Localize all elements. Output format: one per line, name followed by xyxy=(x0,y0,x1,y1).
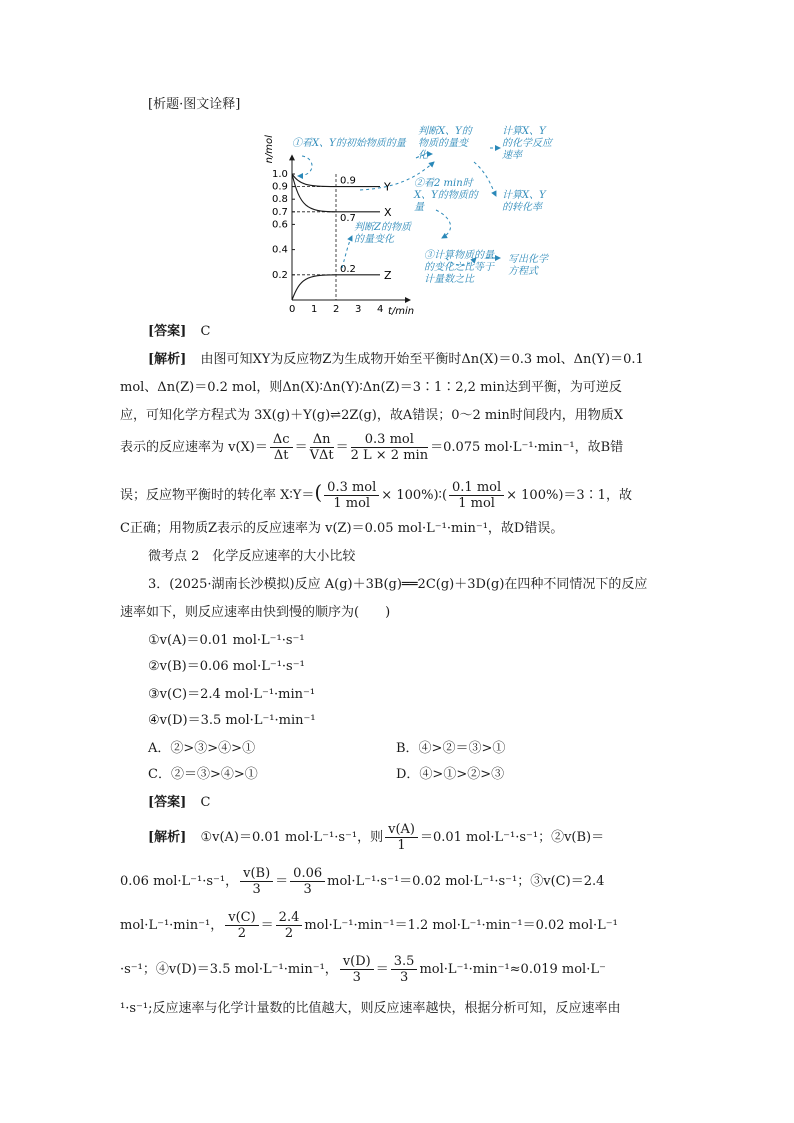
q3-answer xyxy=(148,794,210,812)
flow-arrow xyxy=(298,156,312,176)
answer-value: C xyxy=(200,324,211,339)
flow-arrow xyxy=(436,210,451,238)
q3-option-a: A．②>③>④>① xyxy=(148,741,256,756)
y-tick-label: 0.4 xyxy=(272,244,288,256)
series-label-y: Y xyxy=(384,180,391,194)
section-header: [析题·图文诠释] xyxy=(148,97,241,112)
y-tick-label: 0.6 xyxy=(272,219,288,231)
annotation-conversion: 计算X、Y的转化率 xyxy=(502,190,546,213)
x-tick-label: 1 xyxy=(311,304,318,315)
annotation-2min: ②看2 min时X、Y的物质的量 xyxy=(414,178,478,213)
q3-condition-2: ②v(B)＝0.06 mol·L⁻¹·s⁻¹ xyxy=(148,659,305,674)
y-axis-label: n/mol xyxy=(264,135,275,164)
x-tick-label: 3 xyxy=(355,304,362,315)
q3-option-b: B．④>②＝③>① xyxy=(396,741,506,756)
q3-condition-1: ①v(A)＝0.01 mol·L⁻¹·s⁻¹ xyxy=(148,633,305,648)
y-tick-label: 0.7 xyxy=(272,206,288,218)
y-tick-label: 0.2 xyxy=(272,269,288,281)
x-axis-label: t/min xyxy=(388,306,415,317)
annotation-judge-xy: 判断X、Y的物质的量变化 xyxy=(418,126,472,161)
answer-value: C xyxy=(200,795,211,810)
annotation-equation: 写出化学方程式 xyxy=(508,254,548,277)
answer-label: [答案] xyxy=(148,324,187,339)
q2-analysis-line2: mol、Δn(Z)＝0.2 mol，则Δn(X)∶Δn(Y)∶Δn(Z)＝3∶1∶2,2 min达到平衡，为可逆反 xyxy=(120,380,622,395)
q3-option-c: C．②＝③>④>① xyxy=(148,767,258,782)
analysis-label: [解析] xyxy=(148,352,187,367)
q3-condition-4: ④v(D)＝3.5 mol·L⁻¹·min⁻¹ xyxy=(148,713,316,728)
annotation-z-change: 判断Z的物质的量变化 xyxy=(354,222,411,245)
q2-answer xyxy=(148,323,210,341)
point-label: 0.7 xyxy=(340,212,356,224)
q2-analysis-line3: 应，可知化学方程式为 3X(g)＋Y(g)⇌2Z(g)，故A错误；0～2 min时间段内，用物质X xyxy=(120,408,624,423)
annotation-ratio: ③计算物质的量的变化之比等于计量数之比 xyxy=(424,250,494,285)
q3-option-d: D．④>①>②>③ xyxy=(396,767,505,782)
q3-analysis-line2: 0.06 mol·L⁻¹·s⁻¹， $\frac{v(B)}{3}$ ＝ $\frac{0.06}{3}$ mol·L⁻¹·s⁻¹＝0.02 mol·L⁻¹·s⁻¹；③v(C)＝2.4 xyxy=(120,866,605,897)
q3-stem-line2: 速率如下，则反应速率由快到慢的顺序为( ) xyxy=(120,605,391,620)
q3-analysis-line5: ¹·s⁻¹;反应速率与化学计量数的比值越大，则反应速率越快，根据分析可知，反应速率由 xyxy=(120,1001,621,1016)
point-label: 0.2 xyxy=(340,263,356,275)
answer-label: [答案] xyxy=(148,795,187,810)
q2-analysis-line5: 误；反应物平衡时的转化率 X∶Y＝( $\frac{\text{0.3 mol}}{\text{1 mol}}$ × 100%)∶( $\frac{\text{0.1 mol}}{\text{1 mol}}$ × 100%)＝3∶1，故 xyxy=(120,480,632,511)
series-label-x: X xyxy=(384,205,392,219)
y-tick-label: 1.0 xyxy=(272,169,288,180)
annotation-initial: ①看X、Y的初始物质的量 xyxy=(292,138,406,149)
series-label-z: Z xyxy=(384,268,392,282)
q3-analysis-line3: mol·L⁻¹·min⁻¹， $\frac{v(C)}{2}$ ＝ $\frac{2.4}{2}$ mol·L⁻¹·min⁻¹＝1.2 mol·L⁻¹·min⁻¹＝0.02 mol·L⁻¹ xyxy=(120,910,618,941)
annotation-rate-xy: 计算X、Y的化学反应速率 xyxy=(502,126,552,161)
q2-analysis-line4: 表示的反应速率为 v(X)＝ $\frac{\Delta c}{\Delta t}$ ＝ $\frac{\Delta n}{\text{VΔt}}$ ＝ $\frac{\text{0.3 mol}}{2 L \times 2 \min}$ ＝0.075 mol·L⁻¹·min⁻¹，故B错 xyxy=(120,432,624,463)
x-tick-label: 0 xyxy=(289,304,296,315)
point-label: 0.9 xyxy=(340,175,356,187)
q3-condition-3: ③v(C)＝2.4 mol·L⁻¹·min⁻¹ xyxy=(148,687,316,702)
q3-analysis-line1: [解析] ①v(A)＝0.01 mol·L⁻¹·s⁻¹，则 $\frac{v(A)}{1}$ ＝0.01 mol·L⁻¹·s⁻¹；②v(B)＝ xyxy=(148,822,605,853)
q2-analysis-line6: C正确；用物质Z表示的反应速率为 v(Z)＝0.05 mol·L⁻¹·min⁻¹，故D错误。 xyxy=(120,521,564,536)
analysis-label: [解析] xyxy=(148,830,187,845)
q3-analysis-line4: ·s⁻¹；④v(D)＝3.5 mol·L⁻¹·min⁻¹， $\frac{v(D)}{3}$ ＝ $\frac{3.5}{3}$ mol·L⁻¹·min⁻¹≈0.019 mol·L⁻ xyxy=(120,954,606,985)
y-tick-label: 0.9 xyxy=(272,181,288,193)
y-tick-label: 0.8 xyxy=(272,194,288,206)
x-tick-label: 2 xyxy=(333,304,340,315)
x-tick-label: 4 xyxy=(377,304,384,315)
q3-stem-line1: 3．(2025·湖南长沙模拟)反应 A(g)＋3B(g)══2C(g)＋3D(g)在四种不同情况下的反应 xyxy=(148,577,648,592)
q2-analysis-line1: [解析] 由图可知XY为反应物Z为生成物开始至平衡时Δn(X)＝0.3 mol、Δn(Y)＝0.1 xyxy=(148,352,644,367)
section-title: 微考点 2 化学反应速率的大小比较 xyxy=(148,549,356,564)
